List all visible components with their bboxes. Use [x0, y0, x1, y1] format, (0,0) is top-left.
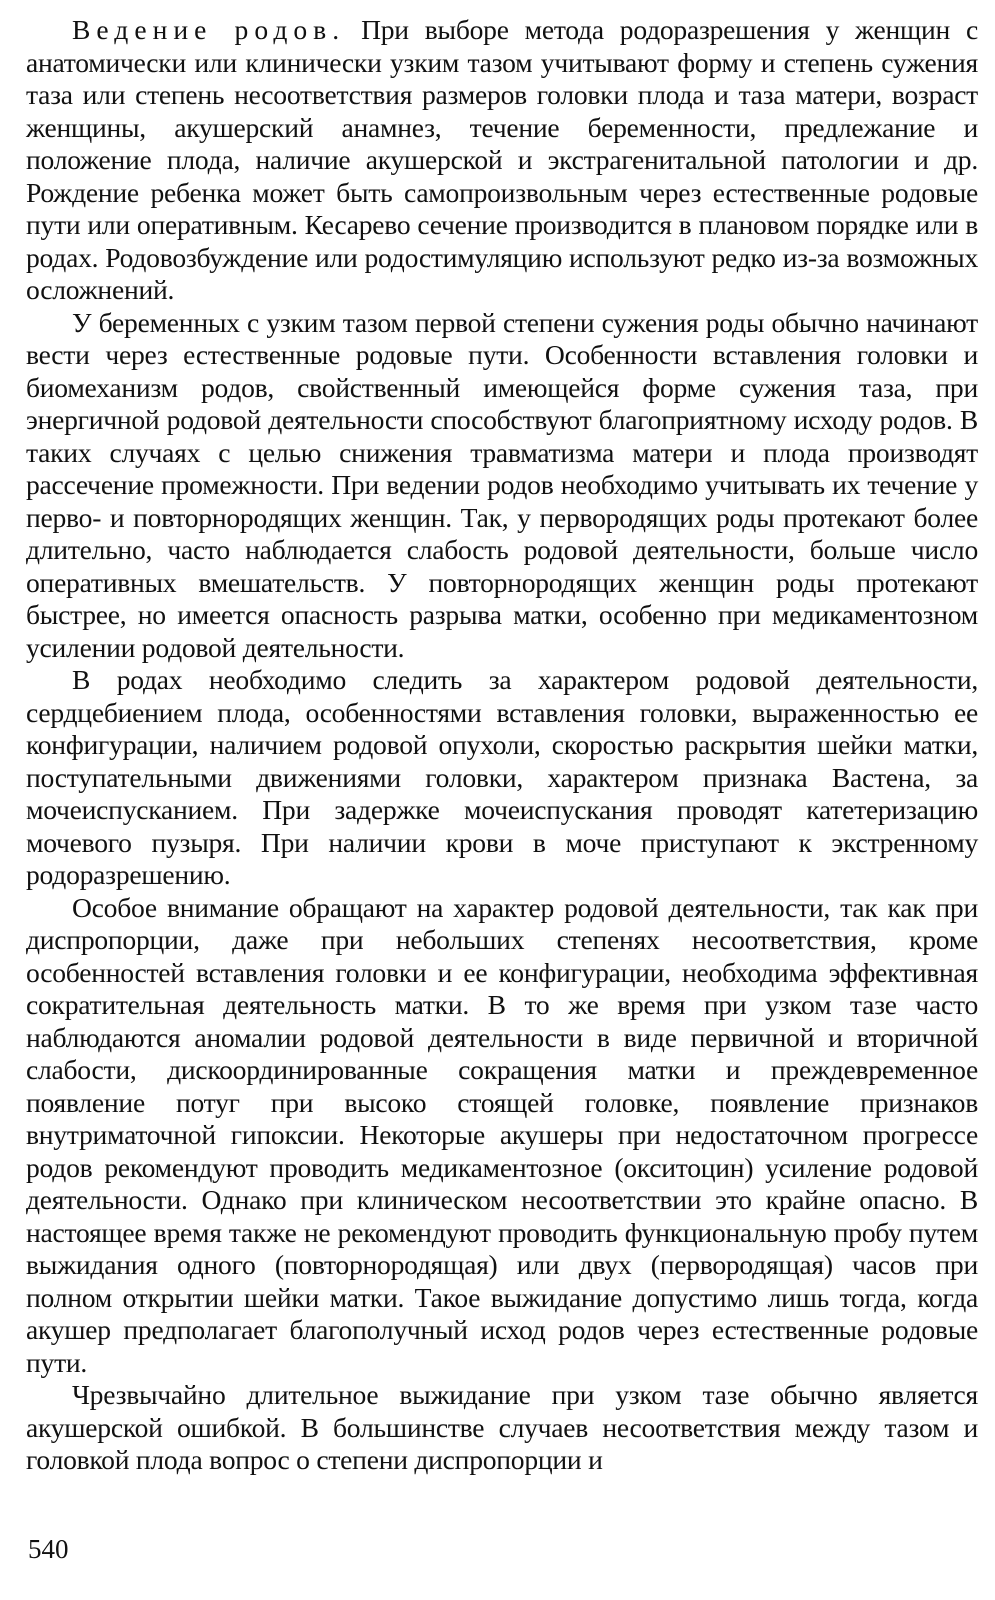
paragraph-3: В родах необходимо следить за характером родовой деятельности, сердцебиением плода, особенностями вставления головки, выраженностью ее конфигурации, наличием родовой опухоли, скоростью раскрытия шейки матки, поступательными движениями головки, характером признака Вастена, за мочеиспусканием. При задержке мочеиспускания проводят катетеризацию мочевого пузыря. При наличии крови в моче приступают к экстренному родоразрешению. — [26, 664, 978, 890]
paragraph-4: Особое внимание обращают на характер родовой деятельности, так как при диспропорции, даже при небольших степенях несоответствия, кроме особенностей вставления головки и ее конфигурации, необходима эффективная сократительная деятельность матки. В то же время при узком тазе часто наблюдаются аномалии родовой деятельности в виде первичной и вторичной слабости, дискоординированные сокращения матки и преждевременное появление потуг при высоко стоящей головке, появление признаков внутриматочной гипоксии. Некоторые акушеры при недостаточном прогрессе родов рекомендуют проводить медикаментозное (окситоцин) усиление родовой деятельности. Однако при клиническом несоответствии это крайне опасно. В настоящее время также не рекомендуют проводить функциональную пробу путем выжидания одного (повторнородящая) или двух (первородящая) часов при полном открытии шейки матки. Такое выжидание допустимо лишь тогда, когда акушер предполагает благополучный исход родов через естественные родовые пути. — [26, 891, 978, 1378]
page-body — [26, 14, 978, 1586]
section-heading: Ведение родов. — [72, 14, 346, 45]
page-number: 540 — [28, 1534, 69, 1564]
paragraph-2: У беременных с узким тазом первой степени сужения роды обычно начинают вести через естественные родовые пути. Особенности вставления головки и биомеханизм родов, свойственный имеющейся форме сужения таза, при энергичной родовой деятельности способствуют благоприятному исходу родов. В таких случаях с целью снижения травматизма матери и плода производят рассечение промежности. При ведении родов необходимо учитывать их течение у перво- и повторнородящих женщин. Так, у первородящих роды протекают более длительно, часто наблюдается слабость родовой деятельности, больше число оперативных вмешательств. У повторнородящих женщин роды протекают быстрее, но имеется опасность разрыва матки, особенно при медикаментозном усилении родовой деятельности. — [26, 306, 978, 663]
paragraph-5: Чрезвычайно длительное выжидание при узком тазе обычно является акушерской ошибкой. В большинстве случаев несоответствия между тазом и головкой плода вопрос о степени диспропорции и — [26, 1379, 978, 1475]
paragraph-1 — [26, 14, 978, 307]
paragraph-1-text: При выборе метода родоразрешения у женщин с анатомически или клинически узким тазом учитывают форму и степень сужения таза или степень несоответствия размеров головки плода и таза матери, возраст женщины, акушерский анамнез, течение беременности, предлежание и положение плода, наличие акушерской и экстрагенитальной патологии и др. Рождение ребенка может быть самопроизвольным через естественные родовые пути или оперативным. Кесарево сечение производится в плановом порядке или в родах. Родовозбуждение или родостимуляцию используют редко из-за возможных осложнений. — [26, 14, 978, 305]
